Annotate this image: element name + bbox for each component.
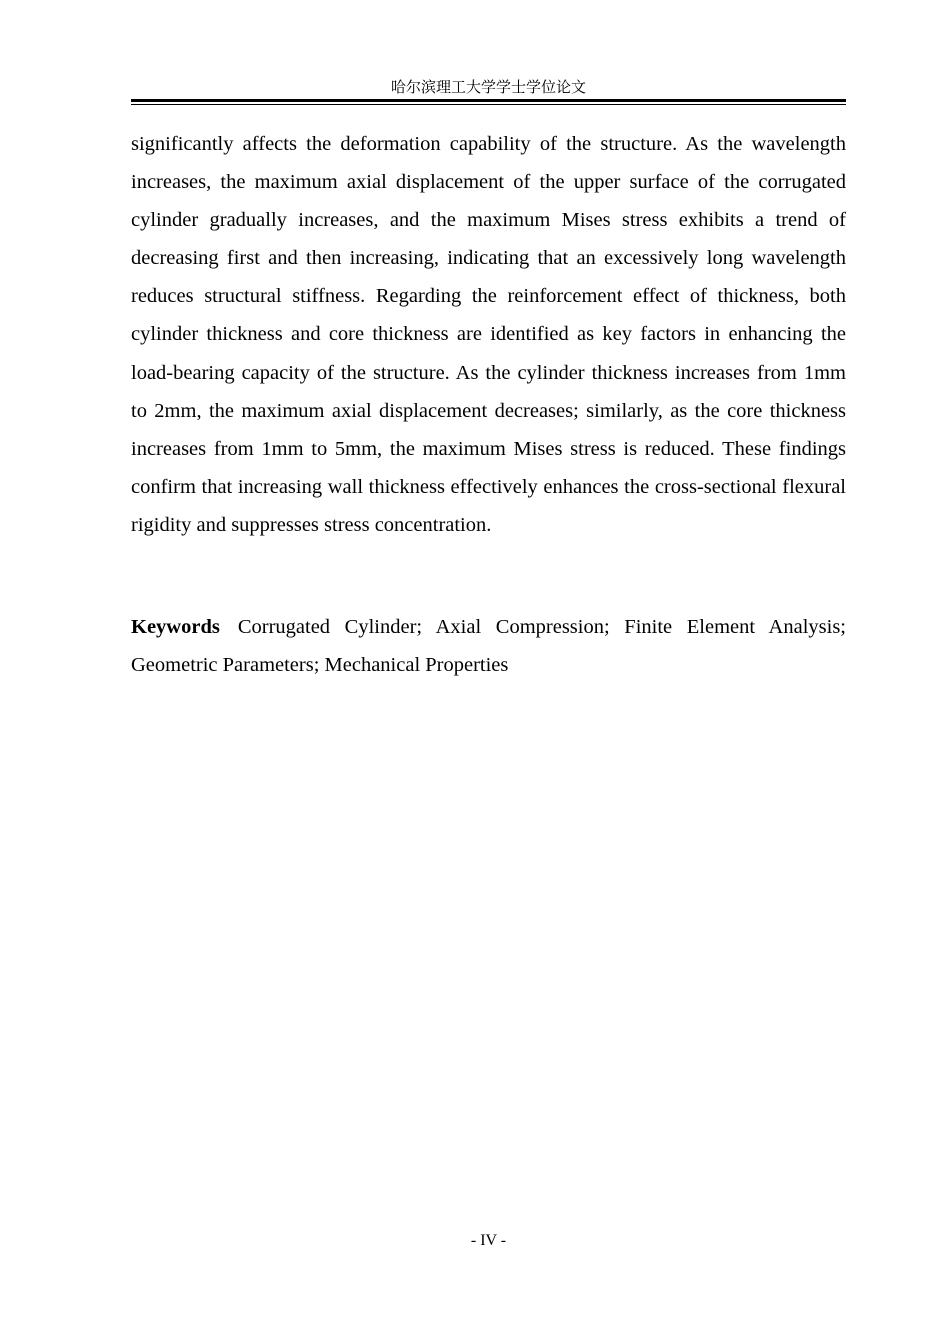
abstract-paragraph: significantly affects the deformation capability of the structure. As the wavelength increases, the maximum axial displacement of the upper surface of the corrugated cylinder gradually increases, and the maximum Mises stress exhibits a trend of decreasing first and then increasing, indicating that an excessively long wavelength reduces structural stiffness. Regarding the reinforcement effect of thickness, both cylinder thickness and core thickness are identified as key factors in enhancing the load-bearing capacity of the structure. As the cylinder thickness increases from 1mm to 2mm, the maximum axial displacement decreases; similarly, as the core thickness increases from 1mm to 5mm, the maximum Mises stress is reduced. These findings confirm that increasing wall thickness effectively enhances the cross-sectional flexural rigidity and suppresses stress concentration. <box>131 133 846 536</box>
header-rule-thin <box>131 104 846 105</box>
keywords-label: Keywords <box>131 616 220 638</box>
keywords-line <box>131 608 846 684</box>
header-rule-thick <box>131 99 846 102</box>
keywords-text: Corrugated Cylinder; Axial Compression; Finite Element Analysis; Geometric Parameters; Mechanical Properties <box>131 616 846 676</box>
running-header: 哈尔滨理工大学学士学位论文 <box>390 80 586 96</box>
page-number: - IV - <box>470 1232 507 1249</box>
